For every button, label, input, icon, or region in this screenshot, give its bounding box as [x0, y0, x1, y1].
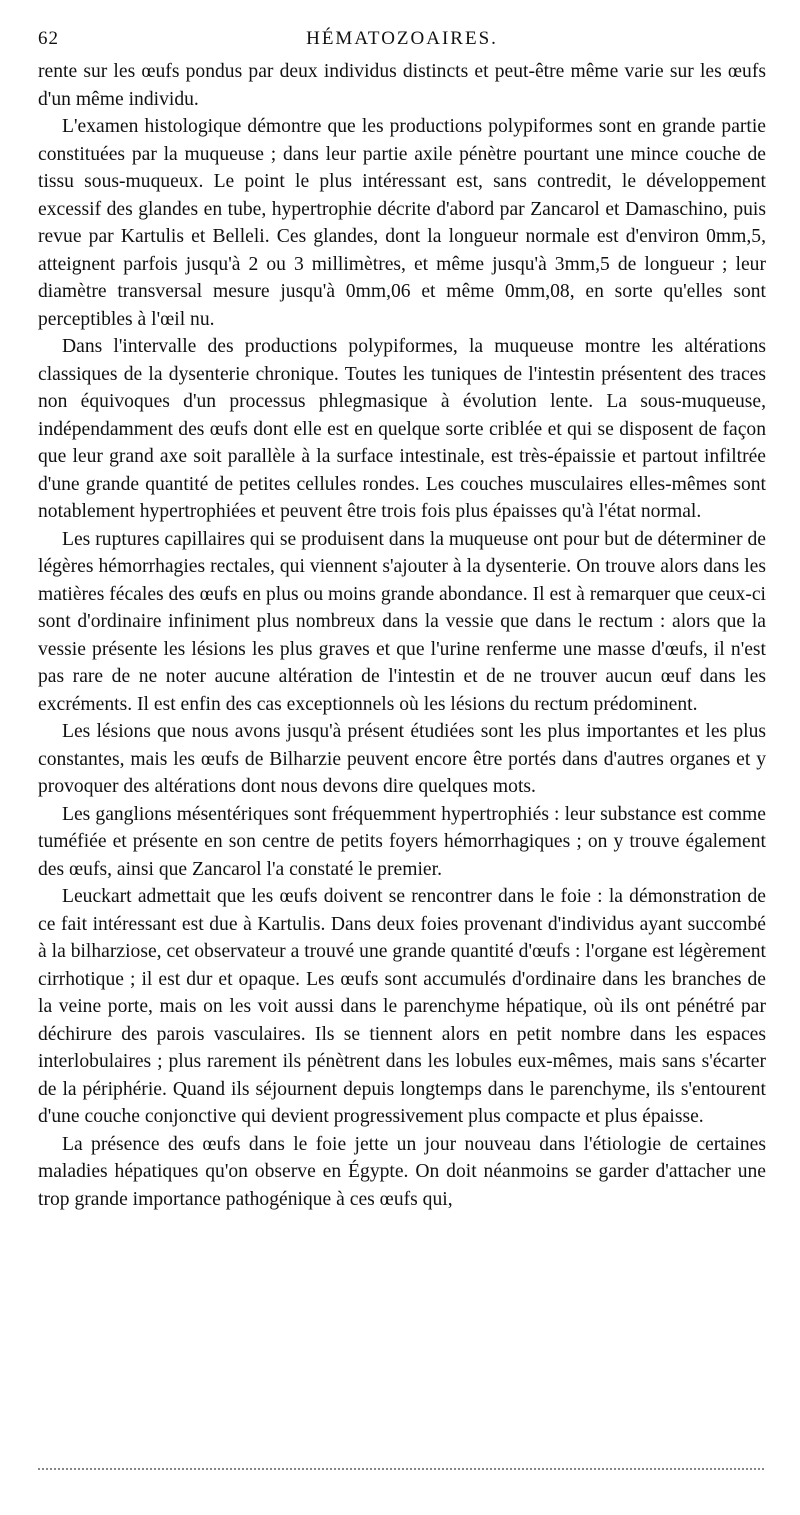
running-title: HÉMATOZOAIRES. — [306, 28, 498, 49]
paragraph: La présence des œufs dans le foie jette un jour nouveau dans l'étiologie de certaines maladies hépatiques qu'on observe en Égypte. On doit néanmoins se garder d'attacher une trop grande importance pathogénique à ces œufs qui, — [38, 1133, 766, 1210]
document-page — [38, 28, 766, 1213]
paragraph: Dans l'intervalle des productions polypiformes, la muqueuse montre les altérations classiques de la dysenterie chronique. Toutes les tuniques de l'intestin présentent des traces non équivoques d'un processus phlegmasique à évolution lente. La sous-muqueuse, indépendamment des œufs dont elle est en quelque sorte criblée et qui se disposent de façon que leur grand axe soit parallèle à la surface intestinale, est très-épaissie et partout infiltrée d'une grande quantité de petites cellules rondes. Les couches musculaires elles-mêmes sont notablement hypertrophiées et peuvent être trois fois plus épaisses qu'à l'état normal. — [38, 336, 766, 522]
paragraph: L'examen histologique démontre que les productions polypiformes sont en grande partie constituées par la muqueuse ; dans leur partie axile pénètre pourtant une mince couche de tissu sous-muqueux. Le point le plus intéressant est, sans contredit, le développement excessif des glandes en tube, hypertrophie décrite d'abord par Zancarol et Damaschino, puis revue par Kartulis et Belleli. Ces glandes, dont la longueur normale est d'environ 0mm,5, atteignent parfois jusqu'à 2 ou 3 millimètres, et même jusqu'à 3mm,5 de longueur ; leur diamètre transversal mesure jusqu'à 0mm,06 et même 0mm,08, en sorte qu'elles sont perceptibles à l'œil nu. — [38, 116, 766, 330]
body-text — [38, 58, 766, 1213]
page-number: 62 — [38, 28, 59, 49]
paragraph-continuation: rente sur les œufs pondus par deux individus distincts et peut-être même varie sur les œufs d'un même individu. — [38, 61, 766, 110]
paragraph: Les lésions que nous avons jusqu'à présent étudiées sont les plus importantes et les plus constantes, mais les œufs de Bilharzie peuvent encore être portés dans d'autres organes et y provoquer des altérations dont nous devons dire quelques mots. — [38, 721, 766, 797]
paragraph: Leuckart admettait que les œufs doivent se rencontrer dans le foie : la démonstration de ce fait intéressant est due à Kartulis. Dans deux foies provenant d'individus ayant succombé à la bilharziose, cet observateur a trouvé une grande quantité d'œufs : l'organe est légèrement cirrhotique ; il est dur et opaque. Les œufs sont accumulés d'ordinaire dans les branches de la veine porte, mais on les voit aussi dans le parenchyme hépatique, où ils ont pénétré par déchirure des parois vasculaires. Ils se tiennent alors en petit nombre dans les espaces interlobulaires ; plus rarement ils pénètrent dans les lobules eux-mêmes, mais sans s'écarter de la périphérie. Quand ils séjournent depuis longtemps dans le parenchyme, ils s'entourent d'une couche conjonctive qui devient progressivement plus compacte et plus épaisse. — [38, 886, 766, 1127]
footer-dotted-rule — [38, 1468, 764, 1470]
running-head — [38, 28, 766, 58]
paragraph: Les ruptures capillaires qui se produisent dans la muqueuse ont pour but de déterminer de légères hémorrhagies rectales, qui viennent s'ajouter à la dysenterie. On trouve alors dans les matières fécales des œufs en plus ou moins grande abondance. Il est à remarquer que ceux-ci sont d'ordinaire infiniment plus nombreux dans la vessie que dans le rectum : alors que la vessie présente les lésions les plus graves et que l'urine renferme une masse d'œufs, il n'est pas rare de ne noter aucune altération de l'intestin et de ne trouver aucun œuf dans les excréments. Il est enfin des cas exceptionnels où les lésions du rectum prédominent. — [38, 528, 766, 715]
paragraph: Les ganglions mésentériques sont fréquemment hypertrophiés : leur substance est comme tuméfiée et présente en son centre de petits foyers hémorrhagiques ; on y trouve également des œufs, ainsi que Zancarol l'a constaté le premier. — [38, 803, 766, 880]
